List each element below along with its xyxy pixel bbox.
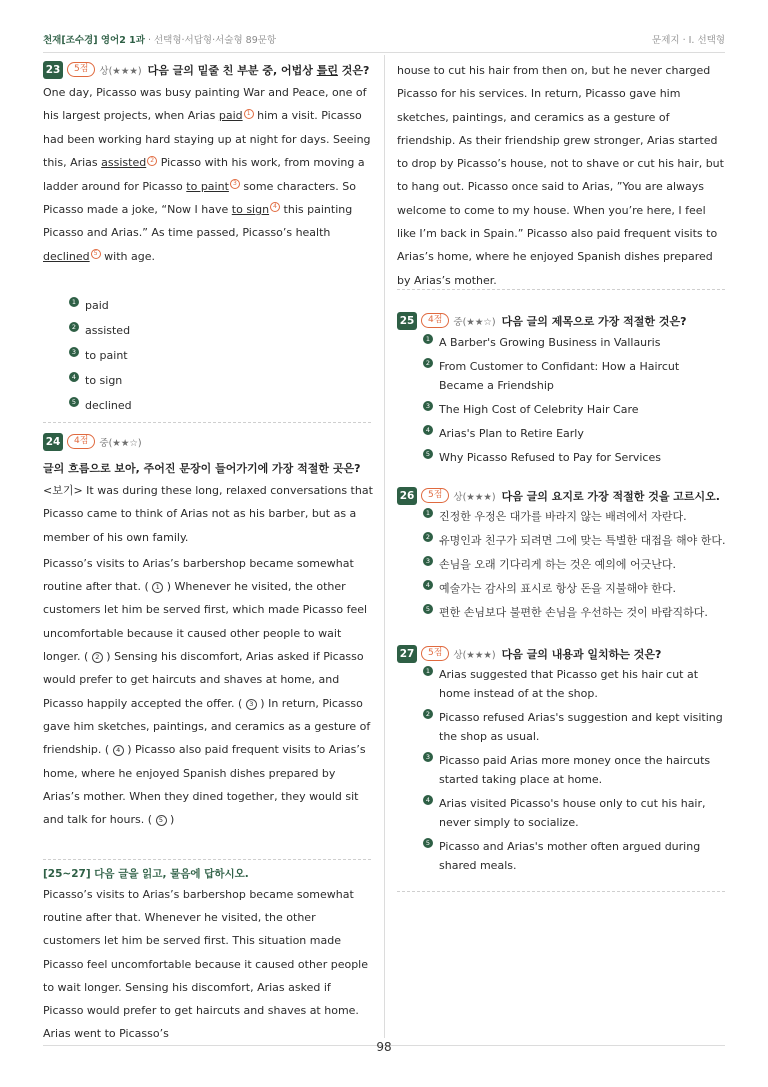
q24-question: 글의 흐름으로 보아, 주어진 문장이 들어가기에 가장 적절한 곳은? <box>43 462 361 475</box>
option-text: Picasso paid Arias more money once the haircuts started taking place at home. <box>439 754 711 786</box>
q27-option-4[interactable] <box>423 794 723 832</box>
q26-option-4[interactable] <box>423 579 727 598</box>
option-number-icon: 4 <box>423 580 433 590</box>
option-number-icon: 2 <box>423 709 433 719</box>
question-23 <box>43 59 371 268</box>
q26-number: 26 <box>397 487 417 505</box>
q27-level: 상(★★★) <box>453 649 496 661</box>
q23-underline-1: paid <box>218 109 243 123</box>
option-text: Why Picasso Refused to Pay for Services <box>439 451 661 464</box>
q24-slot-2: 2 <box>92 652 103 663</box>
page-number: 98 <box>376 1040 392 1054</box>
q23-option-3[interactable] <box>69 346 369 365</box>
q24-slot-1: 1 <box>152 582 163 593</box>
option-number-icon: 5 <box>69 397 79 407</box>
q25-options <box>423 333 723 467</box>
option-text: Arias suggested that Picasso get his hair cut at home instead of at the shop. <box>439 668 699 700</box>
option-number-icon: 3 <box>423 752 433 762</box>
q24-given-sentence: <보기> It was during these long, relaxed conversations that Picasso came to think of Arias not as his barber, but as a member of his own family. <box>43 484 373 544</box>
q24-text: ) <box>166 813 175 827</box>
q23-level: 상(★★★) <box>99 65 142 77</box>
q27-question: 다음 글의 내용과 일치하는 것은? <box>501 647 662 661</box>
option-text: A Barber's Growing Business in Vallauris <box>439 336 661 349</box>
q23-text: this painting Picasso and Arias.” As time passed, Picasso’s health <box>43 203 353 240</box>
q25-option-2[interactable] <box>423 357 723 395</box>
q23-question-a: 다음 글의 밑줄 친 부분 중, 어법상 <box>147 63 317 77</box>
q23-number: 23 <box>43 61 63 79</box>
option-number-icon: 3 <box>423 401 433 411</box>
q23-text: some characters. So Picasso made a joke, “Now I have <box>43 179 356 217</box>
option-number-icon: 2 <box>423 358 433 368</box>
q23-question <box>148 62 370 78</box>
separator <box>43 422 371 423</box>
option-number-icon: 5 <box>423 604 433 614</box>
page-header <box>43 30 725 48</box>
separator <box>397 891 725 892</box>
group-passage-continued <box>397 59 727 292</box>
q23-header <box>43 59 371 77</box>
option-text: 예술가는 감사의 표시로 항상 돈을 지불해야 한다. <box>439 582 676 595</box>
q27-header <box>397 643 727 661</box>
option-number-icon: 2 <box>69 322 79 332</box>
q23-passage <box>43 81 371 268</box>
group-25-27 <box>43 866 373 1045</box>
option-text: Picasso refused Arias's suggestion and kept visiting the shop as usual. <box>439 711 723 743</box>
q24-text: Picasso’s visits to Arias’s barbershop became somewhat routine after that. ( <box>43 556 354 594</box>
option-number-icon: 4 <box>423 795 433 805</box>
option-number-icon: 1 <box>69 297 79 307</box>
header-divider <box>43 52 725 53</box>
book-title: 천재[조수경] 영어2 1과 <box>43 35 145 46</box>
option-text: 편한 손님보다 불편한 손님을 우선하는 것이 바람직하다. <box>439 606 708 619</box>
option-text: From Customer to Confidant: How a Haircut Became a Friendship <box>439 360 680 392</box>
group-passage-left: Picasso’s visits to Arias’s barbershop became somewhat routine after that. Whenever he visited, the other customers let him be served first. This situation made Picasso feel uncomfortable because it caused other people to wait longer. Sensing his discomfort, Arias asked if Picasso would prefer to get haircuts and shaves at home. Arias went to Picasso’s <box>43 888 368 1041</box>
option-number-icon: 5 <box>423 838 433 848</box>
q23-marker-5: 5 <box>91 249 101 259</box>
q23-text: him a visit. Picasso had been working hard staying up at night for days. Seeing this, Arias <box>43 109 371 170</box>
q25-option-1[interactable] <box>423 333 723 352</box>
separator <box>397 289 725 290</box>
option-number-icon: 4 <box>423 425 433 435</box>
q27-option-2[interactable] <box>423 708 723 746</box>
q26-option-1[interactable] <box>423 507 727 526</box>
q25-header <box>397 310 727 328</box>
option-text: paid <box>85 299 109 312</box>
q26-level: 상(★★★) <box>453 491 496 503</box>
q24-points: 4점 <box>67 434 95 449</box>
question-25 <box>397 310 727 467</box>
q23-underline-2: assisted <box>101 156 147 170</box>
q25-option-4[interactable] <box>423 424 723 443</box>
q23-question-c: 것은? <box>337 63 370 77</box>
question-27 <box>397 643 727 875</box>
q24-header <box>43 431 373 449</box>
q26-points: 5점 <box>421 488 449 503</box>
q25-level: 중(★★☆) <box>453 316 496 328</box>
q23-options <box>69 296 369 415</box>
column-divider <box>384 55 385 1038</box>
option-text: assisted <box>85 324 131 337</box>
q23-text: One day, Picasso was busy painting War and Peace, one of his largest projects, when Arias <box>43 86 367 123</box>
q23-marker-3: 3 <box>230 179 240 189</box>
header-left <box>43 32 276 46</box>
q24-slot-5: 5 <box>156 815 167 826</box>
option-text: 손님을 오래 기다리게 하는 것은 예의에 어긋난다. <box>439 558 676 571</box>
q26-option-5[interactable] <box>423 603 727 622</box>
q24-slot-4: 4 <box>113 745 124 756</box>
q23-option-1[interactable] <box>69 296 369 315</box>
header-right: 문제지 · I. 선택형 <box>652 35 725 46</box>
q27-option-5[interactable] <box>423 837 723 875</box>
q27-number: 27 <box>397 645 417 663</box>
q25-question: 다음 글의 제목으로 가장 적절한 것은? <box>501 314 687 328</box>
q23-underline-5: declined <box>43 249 90 263</box>
q24-text: ) In return, Picasso gave him sketches, paintings, and ceramics as a gesture of friendship. ( <box>43 696 371 757</box>
option-text: Arias's Plan to Retire Early <box>439 427 584 440</box>
option-number-icon: 4 <box>69 372 79 382</box>
q26-options <box>423 507 727 622</box>
option-text: Arias visited Picasso's house only to cut his hair, never simply to socialize. <box>439 797 706 829</box>
option-number-icon: 3 <box>69 347 79 357</box>
option-number-icon: 1 <box>423 334 433 344</box>
q23-text: Picasso with his work, from moving a ladder around for Picasso <box>43 156 365 193</box>
q23-option-2[interactable] <box>69 321 369 340</box>
q25-points: 4점 <box>421 313 449 328</box>
q24-text: ) Sensing his discomfort, Arias asked if Picasso would prefer to get haircuts and shaves at home, and Picasso happily accepted the offer. ( <box>43 650 364 710</box>
option-text: to paint <box>85 349 128 362</box>
q24-text: ) Whenever he visited, the other customers let him be served first, which made Picasso feel uncomfortable because it caused other people to wait longer. ( <box>43 580 368 664</box>
option-text: The High Cost of Celebrity Hair Care <box>439 403 639 416</box>
q23-underline-3: to paint <box>186 179 229 193</box>
q25-option-5[interactable] <box>423 448 723 467</box>
q26-header <box>397 485 727 503</box>
q23-marker-1: 1 <box>244 109 254 119</box>
q26-question: 다음 글의 요지로 가장 적절한 것을 고르시오. <box>501 489 720 503</box>
option-text: 유명인과 친구가 되려면 그에 맞는 특별한 대접을 해야 한다. <box>439 534 726 547</box>
q27-options <box>423 665 723 875</box>
option-number-icon: 2 <box>423 532 433 542</box>
q23-points: 5점 <box>67 62 95 77</box>
question-24 <box>43 431 373 831</box>
q23-underline-4: to sign <box>231 203 270 217</box>
q27-points: 5점 <box>421 646 449 661</box>
q25-number: 25 <box>397 312 417 330</box>
option-text: 진정한 우정은 대가를 바라지 않는 배려에서 자란다. <box>439 510 687 523</box>
q23-question-emph: 틀린 <box>316 63 338 77</box>
option-text: Picasso and Arias's mother often argued during shared meals. <box>439 840 701 872</box>
q23-marker-4: 4 <box>270 202 280 212</box>
q24-passage <box>43 552 373 832</box>
option-number-icon: 1 <box>423 666 433 676</box>
header-subtitle: · 선택형·서답형·서술형 89문항 <box>144 35 277 46</box>
q26-option-3[interactable] <box>423 555 727 574</box>
separator <box>43 859 371 860</box>
q24-text: ) Picasso also paid frequent visits to Arias’s home, where he enjoyed Spanish dishes prepared by Arias’s mother. When they dined together, they would sit and talk for hours. ( <box>43 743 366 827</box>
q24-level: 중(★★☆) <box>99 437 142 449</box>
group-label: [25~27] 다음 글을 읽고, 물음에 답하시오. <box>43 868 249 880</box>
q23-text: with age. <box>100 249 155 263</box>
q25-option-3[interactable] <box>423 400 723 419</box>
q24-slot-3: 3 <box>246 699 257 710</box>
q24-number: 24 <box>43 433 63 451</box>
question-26 <box>397 485 727 622</box>
q23-option-4[interactable] <box>69 371 369 390</box>
option-number-icon: 5 <box>423 449 433 459</box>
q27-option-1[interactable] <box>423 665 723 703</box>
q27-option-3[interactable] <box>423 751 723 789</box>
q26-option-2[interactable] <box>423 531 727 550</box>
q23-option-5[interactable] <box>69 396 369 415</box>
option-number-icon: 1 <box>423 508 433 518</box>
group-passage-right: house to cut his hair from then on, but he never charged Picasso for his services. In return, Picasso gave him sketches, paintings, and ceramics as a gesture of friendship. As their friendship grew stronger, Arias started to drop by Picasso’s house, not to shave or cut his hair, but to hang out. Picasso once said to Arias, ”You are always welcome to come to my house. When you’re here, I feel like I’m back in Spain.” Picasso also paid frequent visits to Arias’s home, where he enjoyed Spanish dishes prepared by Arias’s mother. <box>397 64 724 287</box>
option-text: declined <box>85 399 132 412</box>
option-text: to sign <box>85 374 123 387</box>
q23-marker-2: 2 <box>147 156 157 166</box>
option-number-icon: 3 <box>423 556 433 566</box>
